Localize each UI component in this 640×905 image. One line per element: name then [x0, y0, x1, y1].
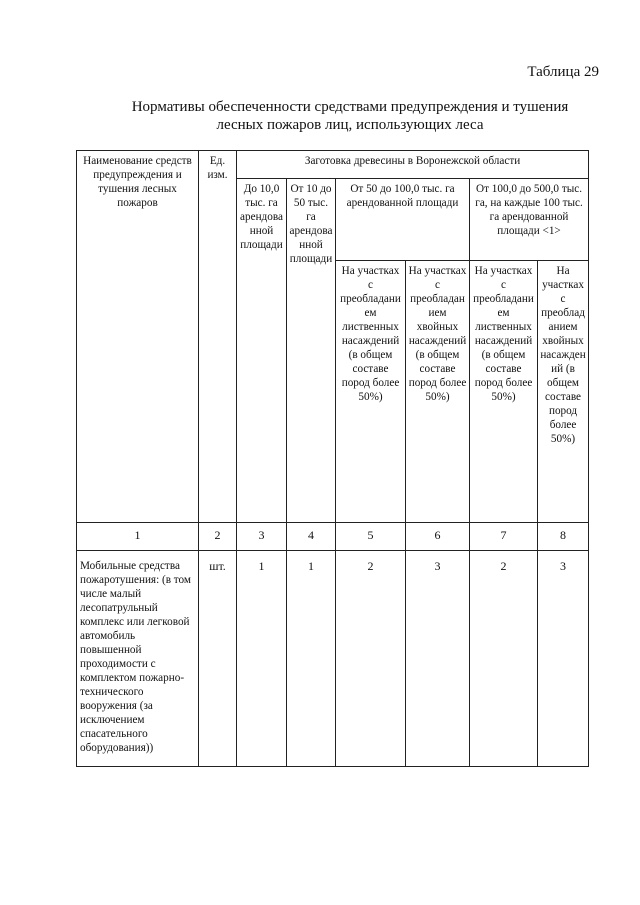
header-sub-8: На участках с преобладанием хвойных насаждений (в общем составе пород более 50%) — [538, 261, 589, 523]
header-col-upto-10: До 10,0 тыс. га арендованной площади — [237, 179, 287, 523]
row-value: 1 — [287, 551, 336, 767]
column-number: 3 — [237, 523, 287, 551]
header-unit: Ед. изм. — [199, 151, 237, 523]
row-value: 2 — [336, 551, 406, 767]
header-name: Наименование средств предупреждения и тушения лесных пожаров — [77, 151, 199, 523]
column-number: 7 — [470, 523, 538, 551]
row-value: 2 — [470, 551, 538, 767]
row-unit: шт. — [199, 551, 237, 767]
header-sub-7: На участках с преобладанием лиственных насаждений (в общем составе пород более 50%) — [470, 261, 538, 523]
header-sub-5: На участках с преобладанием лиственных насаждений (в общем составе пород более 50%) — [336, 261, 406, 523]
column-number: 2 — [199, 523, 237, 551]
header-col-10-50: От 10 до 50 тыс. га арендованной площади — [287, 179, 336, 523]
column-number: 8 — [538, 523, 589, 551]
document-title: Нормативы обеспеченности средствами предупреждения и тушения лесных пожаров лиц, использующих леса — [131, 99, 569, 133]
row-item-name: Мобильные средства пожаротушения: (в том числе малый лесопатрульный комплекс или легковой автомобиль повышенной проходимости с комплектом пожарно-технического вооружения (за исключением спасательного оборудования)) — [77, 551, 199, 767]
table-number-label: Таблица 29 — [527, 64, 599, 80]
header-col-100-500: От 100,0 до 500,0 тыс. га, на каждые 100 тыс. га арендованной площади <1> — [470, 179, 589, 261]
column-number: 6 — [406, 523, 470, 551]
column-number: 5 — [336, 523, 406, 551]
column-number: 4 — [287, 523, 336, 551]
header-sub-6: На участках с преобладанием хвойных насаждений (в общем составе пород более 50%) — [406, 261, 470, 523]
row-value: 3 — [406, 551, 470, 767]
header-col-50-100: От 50 до 100,0 тыс. га арендованной площади — [336, 179, 470, 261]
column-number: 1 — [77, 523, 199, 551]
column-number-row — [77, 523, 589, 551]
header-group: Заготовка древесины в Воронежской области — [237, 151, 589, 179]
norms-table — [76, 150, 589, 767]
header-row-1 — [77, 151, 589, 179]
row-value: 3 — [538, 551, 589, 767]
row-value: 1 — [237, 551, 287, 767]
table-row — [77, 551, 589, 767]
